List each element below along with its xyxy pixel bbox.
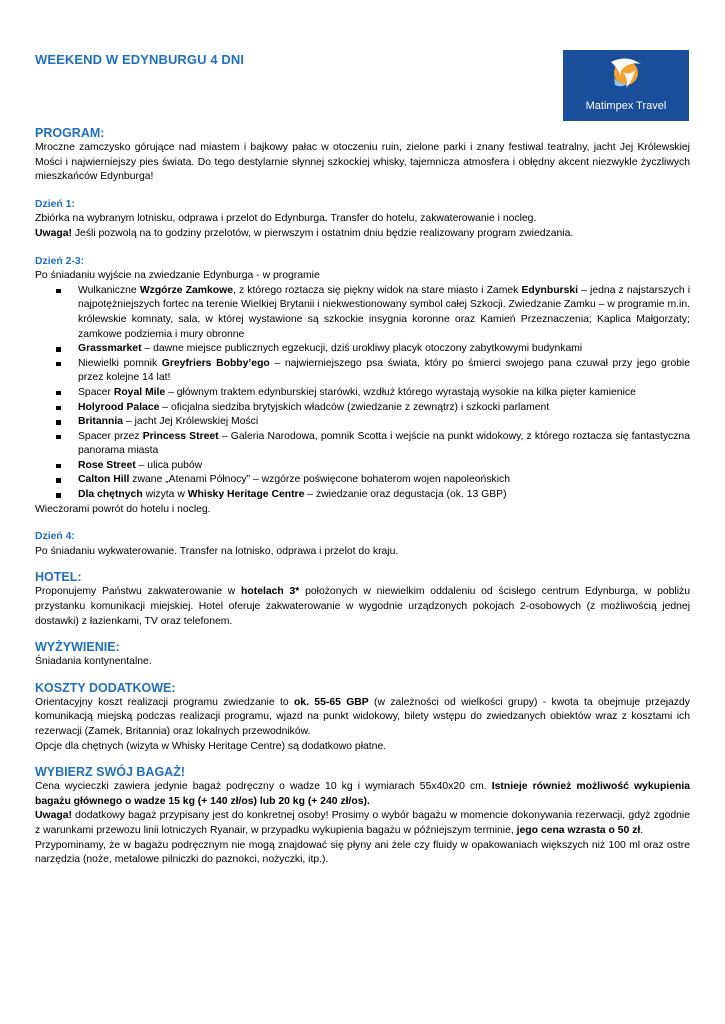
attraction-name: Calton Hill	[78, 474, 130, 486]
logo-text: Matimpex Travel	[585, 100, 667, 112]
costs-heading: KOSZTY DODATKOWE:	[35, 680, 176, 695]
costs-text-before: Orientacyjny koszt realizacji programu zwiedzanie to	[35, 696, 294, 708]
attraction-text: Niewielki pomnik	[78, 357, 162, 369]
baggage-p2-bold: jego cena wzrasta o 50 zł	[516, 824, 641, 836]
meals-heading: WYŻYWIENIE:	[35, 640, 120, 655]
costs-amount: ok. 55-65 GBP	[293, 696, 369, 708]
attraction-item	[78, 357, 690, 386]
document-body	[35, 125, 690, 868]
attraction-item	[78, 284, 690, 342]
hotel-text-after: położonych w niewielkim oddaleniu od ścisłego centrum Edynburga, w pobliżu przystanku komunikacji miejskiej. Hotel oferuje zakwaterowanie w wygodnie urządzonych pokojach 2-osobowych (z możliwością jednej dostawki) z łazienkami, TV oraz telefonem.	[35, 586, 691, 627]
square-bullet-icon	[56, 391, 61, 396]
meals-text: Śniadania kontynentalne.	[35, 656, 152, 668]
attraction-text: – głównym traktem edynburskiej starówki, wzdłuż którego wyrastają wysokie na kilka pięter kamienice	[165, 386, 636, 398]
costs-text	[35, 696, 690, 740]
attraction-text: – oficjalna siedziba brytyjskich władców (zwiedzanie z zewnątrz) i szkocki parlament	[159, 401, 550, 413]
square-bullet-icon	[56, 420, 61, 425]
costs-text-after: (w zależności od wielkości grupy) - kwota ta obejmuje przejazdy komunikacją miejską podczas realizacji programu, wjazd na punkt widokowy, bilety wstępu do zwiedzanych obiektów wraz z kosztami ich rezerwacji (Zamek, Britannia) oraz lokalnych przewodników.	[35, 696, 690, 737]
day1-heading: Dzień 1:	[35, 198, 75, 210]
hotel-text	[35, 585, 690, 629]
attraction-name: Whisky Heritage Centre	[187, 489, 305, 501]
attraction-name: Dla chętnych	[78, 489, 143, 501]
program-intro: Mroczne zamczysko górujące nad miastem i bajkowy pałac w otoczeniu ruin, zielone parki i znany festiwal teatralny, jacht Jej Królewskiej Mości i najwierniejszy pies świata. Do tego destylarnie słynnej szkockiej whisky, tajemnicza atmosfera i obłędny akcent niezwykle życzliwych mieszkańców Edynburga!	[35, 142, 690, 183]
attraction-item	[78, 386, 690, 401]
square-bullet-icon	[56, 464, 61, 469]
baggage-p1-text: Cena wycieczki zawiera jedynie bagaż podręczny o wadze 10 kg i wymiarach 55x40x20 cm.	[35, 781, 492, 793]
baggage-p2-text: dodatkowy bagaż przypisany jest do konkretnej osoby! Prosimy o wybór bagażu w momencie dokonywania rezerwacji, gdyż zgodnie z warunkami przewozu linii lotniczych Ryanair, w przypadku wykupienia bagażu w późniejszym terminie,	[35, 810, 690, 836]
baggage-p1	[35, 780, 690, 809]
hotel-text-before: Proponujemy Państwu zakwaterowanie w	[35, 586, 242, 598]
day23-intro: Po śniadaniu wyjście na zwiedzanie Edynburga - w programie	[35, 270, 320, 282]
square-bullet-icon	[56, 362, 61, 367]
attraction-name: Greyfriers Bobby’ego	[161, 357, 270, 369]
attraction-item	[78, 473, 690, 488]
attraction-text: – dawne miejsce publicznych egzekucji, dziś urokliwy placyk otoczony zabytkowymi budynkami	[141, 343, 583, 355]
attraction-item	[78, 430, 690, 459]
attraction-item	[78, 415, 690, 430]
attraction-text: – jacht Jej Królewskiej Mości	[123, 416, 259, 428]
baggage-p2-label: Uwaga!	[35, 810, 72, 822]
day1-note-text: Jeśli pozwolą na to godziny przelotów, w pierwszym i ostatnim dniu będzie realizowany program zwiedzania.	[71, 227, 574, 239]
attraction-text: – zwiedzanie oraz degustacja (ok. 13 GBP)	[304, 489, 507, 501]
costs-options: Opcje dla chętnych (wizyta w Whisky Heritage Centre) są dodatkowo płatne.	[35, 740, 387, 752]
hotel-heading: HOTEL:	[35, 570, 82, 585]
square-bullet-icon	[56, 493, 61, 498]
day23-attractions-list	[35, 284, 690, 503]
day1-note	[35, 227, 690, 242]
square-bullet-icon	[56, 406, 61, 411]
square-bullet-icon	[56, 435, 61, 440]
attraction-text: – jedna z najstarszych i najpotężniejszych fortec na terenie Wielkiej Brytanii i niekwestionowany symbol całej Szkocji. Zwiedzanie Zamku – w programie m.in. królewskie komnaty, sala, w której wystawione są szkockie insygnia koronne oraz Kamień Przeznaczenia; Kaplica Małgorzaty; zamkowe podziemia i mury obronne	[78, 284, 691, 340]
attraction-name: Wzgórze Zamkowe	[139, 284, 233, 296]
attraction-name: Edynburski	[521, 284, 579, 296]
attraction-text: – Galeria Narodowa, pomnik Scotta i wejście na punkt widokowy, z którego roztacza się fantastyczna panorama miasta	[78, 430, 690, 457]
attraction-text: zwane „Atenami Północy” – wzgórze poświęcone bohaterom wojen napoleońskich	[129, 474, 510, 486]
square-bullet-icon	[56, 478, 61, 483]
attraction-text: – najwierniejszego psa świata, który po śmierci swojego pana czuwał przy jego grobie przez kolejne 14 lat!	[78, 357, 690, 384]
attraction-name: Britannia	[78, 416, 124, 428]
attraction-name: Grassmarket	[78, 343, 142, 355]
square-bullet-icon	[56, 289, 61, 294]
attraction-name: Princess Street	[142, 430, 219, 442]
baggage-heading: WYBIERZ SWÓJ BAGAŻ!	[35, 765, 185, 780]
day23-closing: Wieczorami powrót do hotelu i nocleg.	[35, 503, 211, 515]
attraction-name: Royal Mile	[113, 386, 166, 398]
hotel-standard: hotelach 3*	[241, 586, 300, 598]
attraction-text: Spacer przez	[78, 430, 143, 442]
baggage-p3: Przypominamy, że w bagażu podręcznym nie mogą znajdować się płyny ani żele czy fluidy w opakowaniach większych niż 100 ml oraz ostre narzędzia (noże, metalowe pilniczki do paznokci, nożyczki, itp.).	[35, 839, 690, 866]
program-heading: PROGRAM:	[35, 126, 105, 140]
square-bullet-icon	[56, 347, 61, 352]
day1-note-label: Uwaga!	[35, 227, 72, 239]
attraction-name: Holyrood Palace	[78, 401, 160, 413]
company-logo	[563, 50, 689, 121]
day23-heading: Dzień 2-3:	[35, 255, 85, 267]
attraction-item	[78, 459, 690, 474]
attraction-text: – ulica pubów	[135, 459, 203, 471]
attraction-item	[78, 401, 690, 416]
baggage-p1-bold: Istnieje również możliwość wykupienia bagażu głównego o wadze 15 kg (+ 140 zł/os) lub 20 kg (+ 240 zł/os).	[35, 781, 690, 807]
attraction-text: wizyta w	[142, 489, 188, 501]
attraction-text: , z którego roztacza się piękny widok na stare miasto i Zamek	[233, 284, 522, 296]
attraction-item	[78, 488, 690, 503]
attraction-text: Spacer	[78, 386, 114, 398]
document-title: WEEKEND W EDYNBURGU 4 DNI	[35, 52, 245, 67]
attraction-name: Rose Street	[78, 459, 136, 471]
baggage-p2-end: .	[640, 824, 644, 836]
day4-text: Po śniadaniu wykwaterowanie. Transfer na lotnisko, odprawa i przelot do kraju.	[35, 545, 399, 557]
day4-heading: Dzień 4:	[35, 531, 75, 543]
day1-text: Zbiórka na wybranym lotnisku, odprawa i przelot do Edynburga. Transfer do hotelu, zakwaterowanie i nocleg.	[35, 213, 537, 225]
attraction-item	[78, 342, 690, 357]
baggage-p2	[35, 809, 690, 838]
attraction-text: Wulkaniczne	[78, 284, 140, 296]
